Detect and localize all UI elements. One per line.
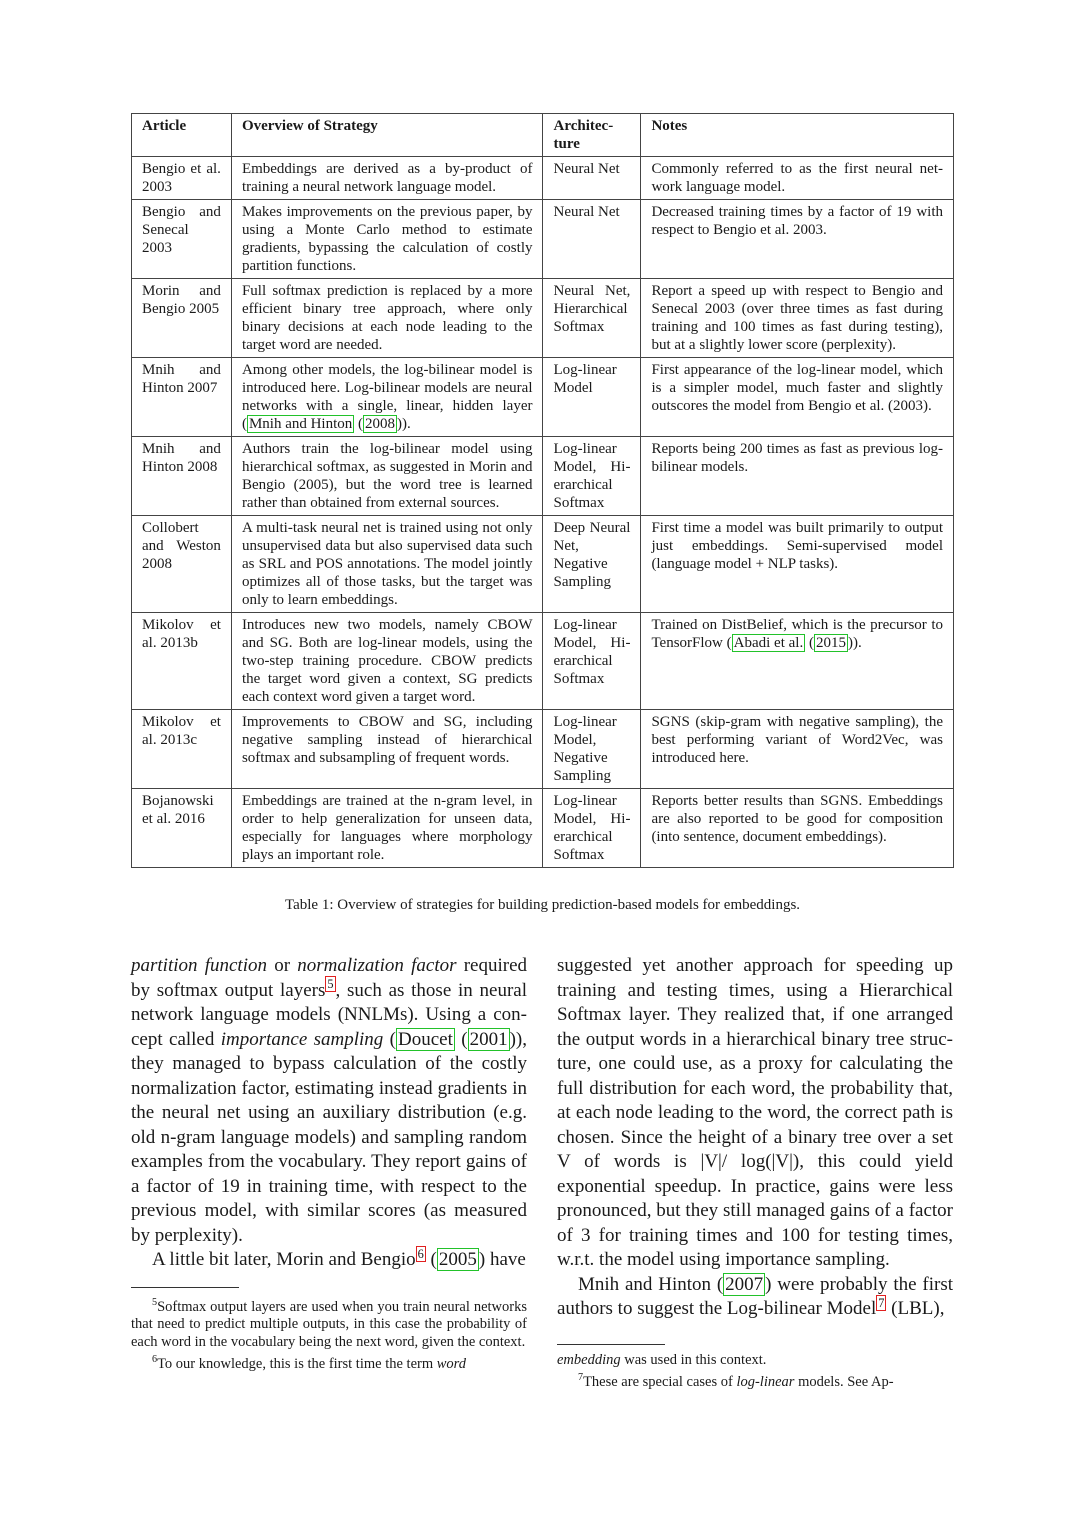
paragraph — [131, 954, 527, 1248]
footnote-continuation — [557, 1351, 953, 1369]
strategies-table — [131, 113, 954, 868]
footnote-6 — [131, 1351, 527, 1373]
cell-overview: Authors train the log-bilinear model using hierarchical softmax, as suggested in Morin and Bengio (2005), but the word tree is learned rather than obtained from external sources. — [231, 437, 543, 516]
text: or — [267, 955, 298, 976]
footnote-text: To our knowledge, this is the first time the term — [157, 1356, 437, 1373]
footnote-text: These are special cases of — [583, 1373, 737, 1390]
text: ) have — [478, 1249, 526, 1270]
text: ( — [383, 1028, 397, 1050]
paragraph — [131, 1248, 527, 1273]
citation-link-doucet[interactable]: Doucet — [398, 1028, 453, 1050]
footnotes — [557, 1351, 953, 1391]
table-header-row — [132, 114, 954, 157]
cell-overview: Makes improvements on the previous paper, by using a Monte Carlo method to estimate gradients, bypassing the calculation of costly partition functions. — [231, 200, 543, 279]
right-column — [557, 954, 953, 1390]
cell-architecture: Deep Neural Net, Negative Sampling — [543, 516, 641, 613]
text: Among other models, the log-bilinear model is introduced here. Log-bilinear models are neural networks with a single, linear, hidden layer ( — [241, 362, 533, 432]
cell-architecture: Neural Net, Hierarchical Softmax — [543, 279, 641, 358]
text: )). — [397, 416, 411, 432]
table-row — [132, 437, 954, 516]
cell-article: Mikolov et al. 2013b — [132, 613, 232, 710]
italic-term: log-linear — [736, 1373, 795, 1390]
text: Trained on DistBelief, which is the precursor to TensorFlow ( — [651, 617, 943, 651]
cell-notes: SGNS (skip-gram with negative sampling), the best performing variant of Word2Vec, was introduced here. — [641, 710, 954, 789]
paragraph — [557, 1273, 953, 1322]
cell-article: Mnih and Hinton 2007 — [132, 358, 232, 437]
italic-term: importance sampling — [220, 1028, 384, 1050]
cell-architecture: Log-linear Model, Hierarchical Softmax — [543, 789, 641, 868]
cell-notes: First time a model was built primarily to output just embeddings. Semi-supervised model (language model + NLP tasks). — [641, 516, 954, 613]
cell-notes: First appearance of the log-linear model, which is a simpler model, much faster and slightly outscores the model from Bengio et al. (2003). — [641, 358, 954, 437]
cell-notes: Reports being 200 times as fast as previous log-bilinear models. — [641, 437, 954, 516]
cell-architecture: Log-linear Model, Negative Sampling — [543, 710, 641, 789]
cell-article: Mnih and Hinton 2008 — [132, 437, 232, 516]
text: ( — [805, 635, 814, 651]
italic-term: normalization factor — [297, 955, 457, 976]
header-architecture: Architecture — [543, 114, 641, 157]
table-row — [132, 613, 954, 710]
cell-overview: A multi-task neural net is trained using not only unsupervised data but also supervised data such as SRL and POS annotations. The model jointly optimizes all of those tasks, but the target was only to learn embeddings. — [231, 516, 543, 613]
cell-architecture: Log-linear Model — [543, 358, 641, 437]
footnote-text: models. See Ap- — [794, 1373, 894, 1390]
footnote-link-6[interactable]: 6 — [417, 1246, 424, 1261]
cell-notes: Report a speed up with respect to Bengio and Senecal 2003 (over three times as fast during training and 100 times as fast during testing), but at a slightly lower score (perplexity). — [641, 279, 954, 358]
cell-notes: Decreased training times by a factor of 19 with respect to Bengio et al. 2003. — [641, 200, 954, 279]
cell-article: Bengio et al. 2003 — [132, 157, 232, 200]
cell-article: Mikolov et al. 2013c — [132, 710, 232, 789]
footnote-text: Softmax output layers are used when you train neural networks that need to predict multiple outputs, in this case the probability of each word in the vocabulary being the next word, given the context. — [131, 1298, 527, 1351]
cell-overview: Introduces new two models, namely CBOW and SG. Both are log-linear models, using the two-step training procedure. CBOW predicts the target word given a context, SG predicts each context word given a target word. — [231, 613, 543, 710]
citation-link[interactable]: Mnih and Hinton — [248, 416, 353, 432]
table-row — [132, 516, 954, 613]
italic-term: embedding — [557, 1351, 621, 1368]
table-row — [132, 200, 954, 279]
citation-link[interactable]: Abadi et al. — [733, 635, 804, 651]
text: ( — [354, 416, 364, 432]
footnote-divider — [557, 1344, 665, 1345]
cell-overview: Improvements to CBOW and SG, including negative sampling instead of hierarchical softmax and subsampling of frequent words. — [231, 710, 543, 789]
left-column — [131, 954, 527, 1373]
cell-overview: Embeddings are trained at the n-gram level, in order to help generalization for unseen data, especially for languages where morphology plays an important role. — [231, 789, 543, 868]
text: (LBL), — [886, 1298, 945, 1319]
cell-architecture: Neural Net — [543, 157, 641, 200]
table-caption: Table 1: Overview of strategies for building prediction-based models for embeddings. — [284, 897, 801, 913]
citation-link[interactable]: 2015 — [815, 635, 846, 651]
footnote-5 — [131, 1294, 527, 1352]
cell-article: Collobert and Weston 2008 — [132, 516, 232, 613]
text: Mnih and Hinton ( — [578, 1273, 724, 1295]
cell-notes: Reports better results than SGNS. Embeddings are also reported to be good for composition (into sentence, document embeddings). — [641, 789, 954, 868]
text: ( — [425, 1249, 437, 1270]
footnote-link-5[interactable]: 5 — [327, 977, 334, 992]
cell-notes: Commonly referred to as the first neural network language model. — [641, 157, 954, 200]
footnote-mark: 6 — [152, 1354, 158, 1366]
footnotes — [131, 1294, 527, 1374]
text: ) were probably the first authors to suggest the Log-bilinear Model — [557, 1273, 953, 1319]
footnote-mark: 5 — [152, 1296, 158, 1308]
cell-overview: Embeddings are derived as a by-product of training a neural network language model. — [231, 157, 543, 200]
cell-overview — [231, 358, 543, 437]
footnote-mark: 7 — [578, 1371, 584, 1383]
table-row — [132, 358, 954, 437]
header-notes: Notes — [641, 114, 954, 157]
paragraph: suggested yet another approach for speeding up training and testing times, using a Hierarchical Softmax layer. They realized that, if one arranged the output words in a hierarchical binary tree structure, one could use, as a proxy for calculating the full distribution for each word, the probability that, at each node leading to the word, the correct path is chosen. Since the height of a binary tree over a set V of words is |V|/ log(|V|), this could yield exponential speedup. In practice, gains were less pronounced, but they still managed gains of a factor of 3 for training times and 100 for testing times, w.r.t. the model using importance sampling. — [557, 955, 953, 1270]
header-article: Article — [132, 114, 232, 157]
italic-term: word — [436, 1356, 467, 1373]
text: A little bit later, Morin and Bengio — [152, 1249, 416, 1270]
table-row — [132, 279, 954, 358]
table-row — [132, 710, 954, 789]
citation-link-2005[interactable]: 2005 — [438, 1249, 477, 1270]
table-row — [132, 789, 954, 868]
text: , such as those in neural network language models (NNLMs). Using a concept called — [131, 979, 527, 1050]
cell-architecture: Neural Net — [543, 200, 641, 279]
footnote-link-7[interactable]: 7 — [878, 1295, 885, 1310]
cell-article: Bojanowski et al. 2016 — [132, 789, 232, 868]
footnote-divider — [131, 1287, 239, 1288]
citation-link[interactable]: 2008 — [365, 416, 396, 432]
footnote-text: was used in this context. — [620, 1351, 767, 1368]
text: )), they managed to bypass calculation of the costly normalization factor, estimating instead gradients in the neural net using an auxiliary distribution (e.g. old n-gram language models) and sampling random examples from the vocabulary. They report gains of a factor of 19 in training time, with respect to the previous model, with similar scores (as measured by perplexity). — [131, 1028, 527, 1246]
text: )). — [847, 635, 862, 651]
header-overview: Overview of Strategy — [231, 114, 543, 157]
table-row — [132, 157, 954, 200]
cell-architecture: Log-linear Model, Hierarchical Softmax — [543, 437, 641, 516]
citation-link-2001[interactable]: 2001 — [469, 1028, 508, 1050]
cell-notes — [641, 613, 954, 710]
text: ( — [454, 1028, 468, 1050]
citation-link-2007[interactable]: 2007 — [725, 1273, 764, 1295]
italic-term: partition function — [131, 955, 267, 976]
cell-article: Bengio and Senecal 2003 — [132, 200, 232, 279]
text: required by softmax output layers — [131, 955, 528, 1001]
footnote-7 — [557, 1369, 953, 1391]
cell-overview: Full softmax prediction is replaced by a more efficient binary tree approach, where only binary decisions at each node leading to the target word are needed. — [231, 279, 543, 358]
cell-architecture: Log-linear Model, Hierarchical Softmax — [543, 613, 641, 710]
cell-article: Morin and Bengio 2005 — [132, 279, 232, 358]
